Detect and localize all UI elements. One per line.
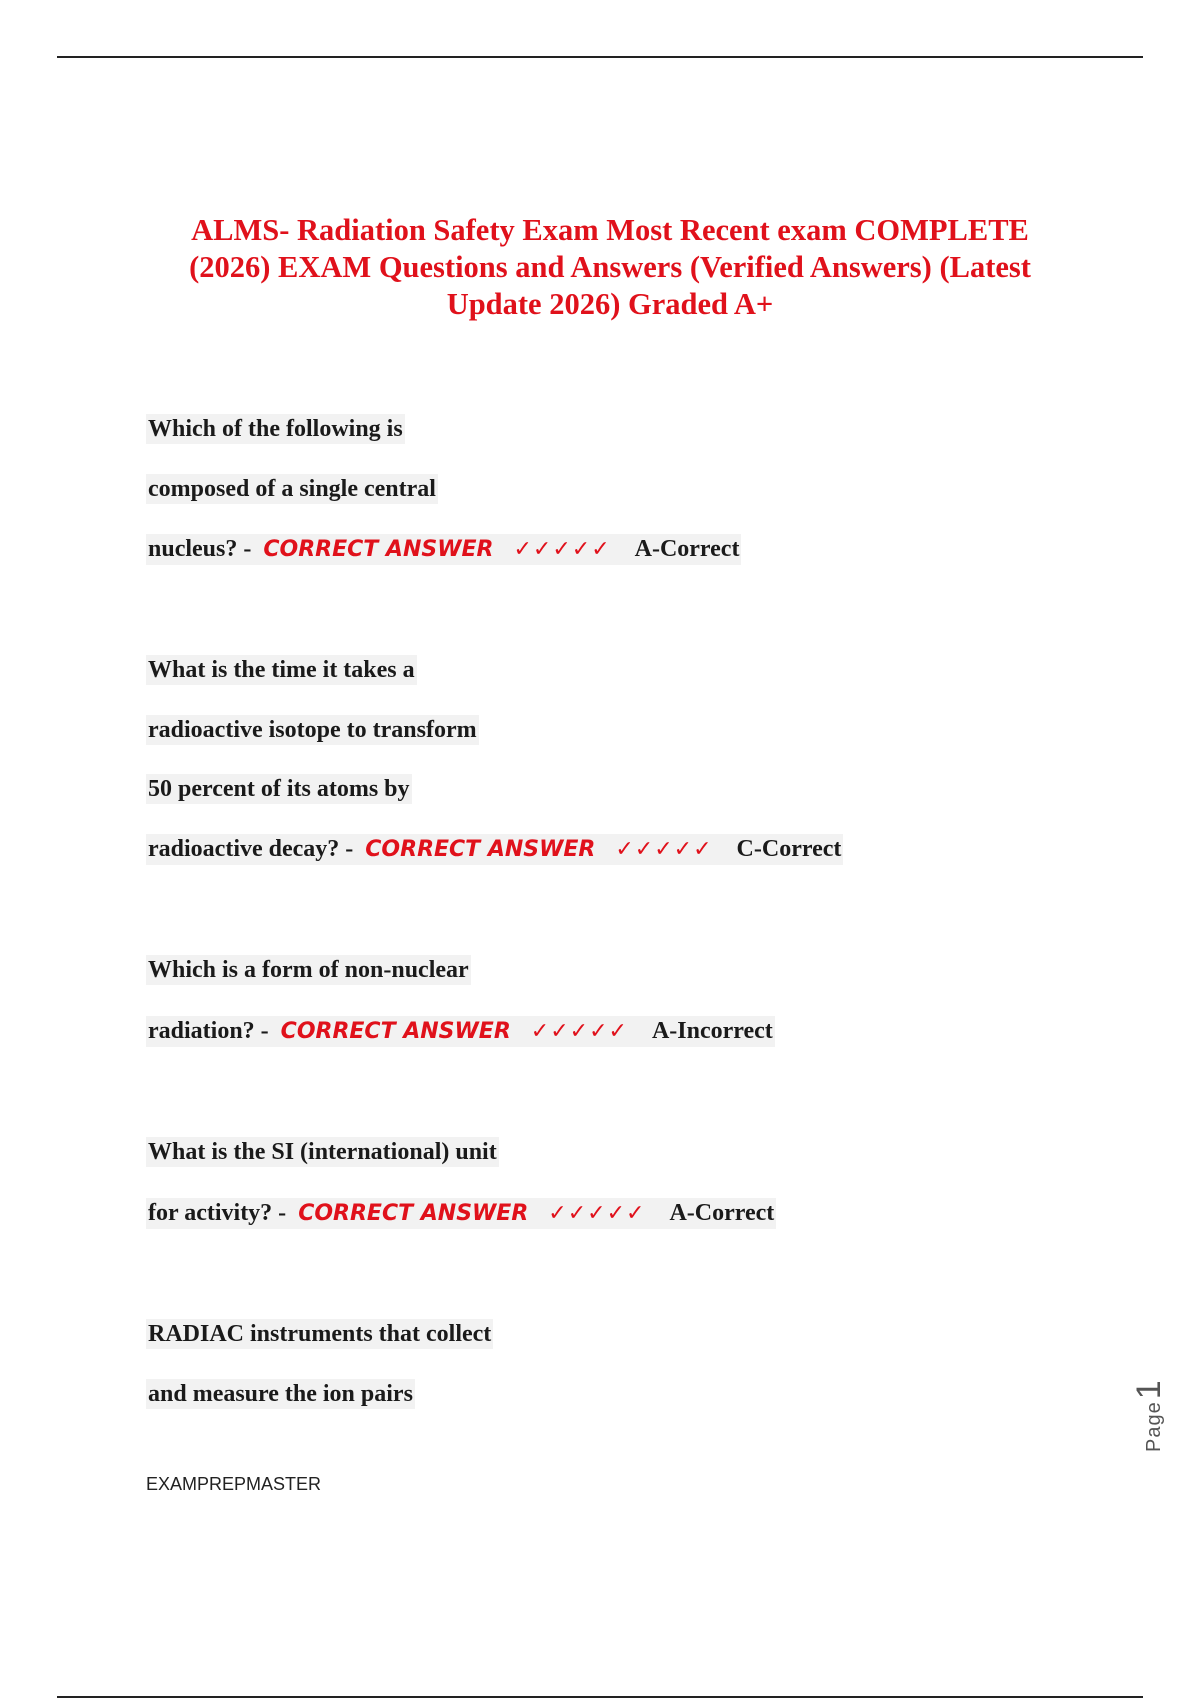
question-3-line-2: radiation? - [148, 1018, 269, 1044]
checkmarks-icon: ✓✓✓✓✓ [530, 1019, 628, 1044]
page-number-label [1130, 1380, 1169, 1452]
question-4-answer: A-Correct [669, 1200, 775, 1226]
checkmarks-icon: ✓✓✓✓✓ [615, 837, 713, 862]
question-1-line-1: Which of the following is [148, 416, 403, 442]
question-5-line-1: RADIAC instruments that collect [148, 1321, 492, 1347]
question-4-line-2: for activity? - [148, 1200, 287, 1226]
footer-rule [57, 1696, 1143, 1698]
page-number: 1 [1130, 1380, 1168, 1400]
document-title: ALMS- Radiation Safety Exam Most Recent exam COMPLETE (2026) EXAM Questions and Answers (Verified Answers) (Latest Update 2026) Graded A+ [189, 213, 1031, 321]
question-3-answer-line [146, 1016, 775, 1047]
question-2-answer-line [146, 834, 843, 865]
question-4-line-1: What is the SI (international) unit [148, 1139, 497, 1165]
question-5-line-2: and measure the ion pairs [148, 1381, 413, 1407]
correct-answer-label: CORRECT ANSWER [263, 537, 494, 562]
question-1-line-2: composed of a single central [148, 476, 436, 502]
question-2-answer: C-Correct [736, 836, 842, 862]
question-2-line-3: 50 percent of its atoms by [148, 776, 410, 802]
question-1-answer-line [146, 534, 741, 565]
question-3-line-1: Which is a form of non-nuclear [148, 957, 469, 983]
question-2-line-4: radioactive decay? - [148, 836, 354, 862]
question-2-line-2: radioactive isotope to transform [148, 717, 477, 743]
page-word: Page [1143, 1401, 1165, 1452]
question-1-line-3: nucleus? - [148, 536, 252, 562]
footer-watermark: EXAMPREPMASTER [146, 1474, 322, 1494]
correct-answer-label: CORRECT ANSWER [298, 1201, 529, 1226]
question-2-line-1: What is the time it takes a [148, 657, 415, 683]
correct-answer-label: CORRECT ANSWER [365, 837, 596, 862]
question-1-answer: A-Correct [634, 536, 740, 562]
checkmarks-icon: ✓✓✓✓✓ [513, 537, 611, 562]
checkmarks-icon: ✓✓✓✓✓ [548, 1201, 646, 1226]
question-3-answer: A-Incorrect [651, 1018, 773, 1044]
correct-answer-label: CORRECT ANSWER [280, 1019, 511, 1044]
question-4-answer-line [146, 1198, 776, 1229]
header-rule [57, 56, 1143, 58]
